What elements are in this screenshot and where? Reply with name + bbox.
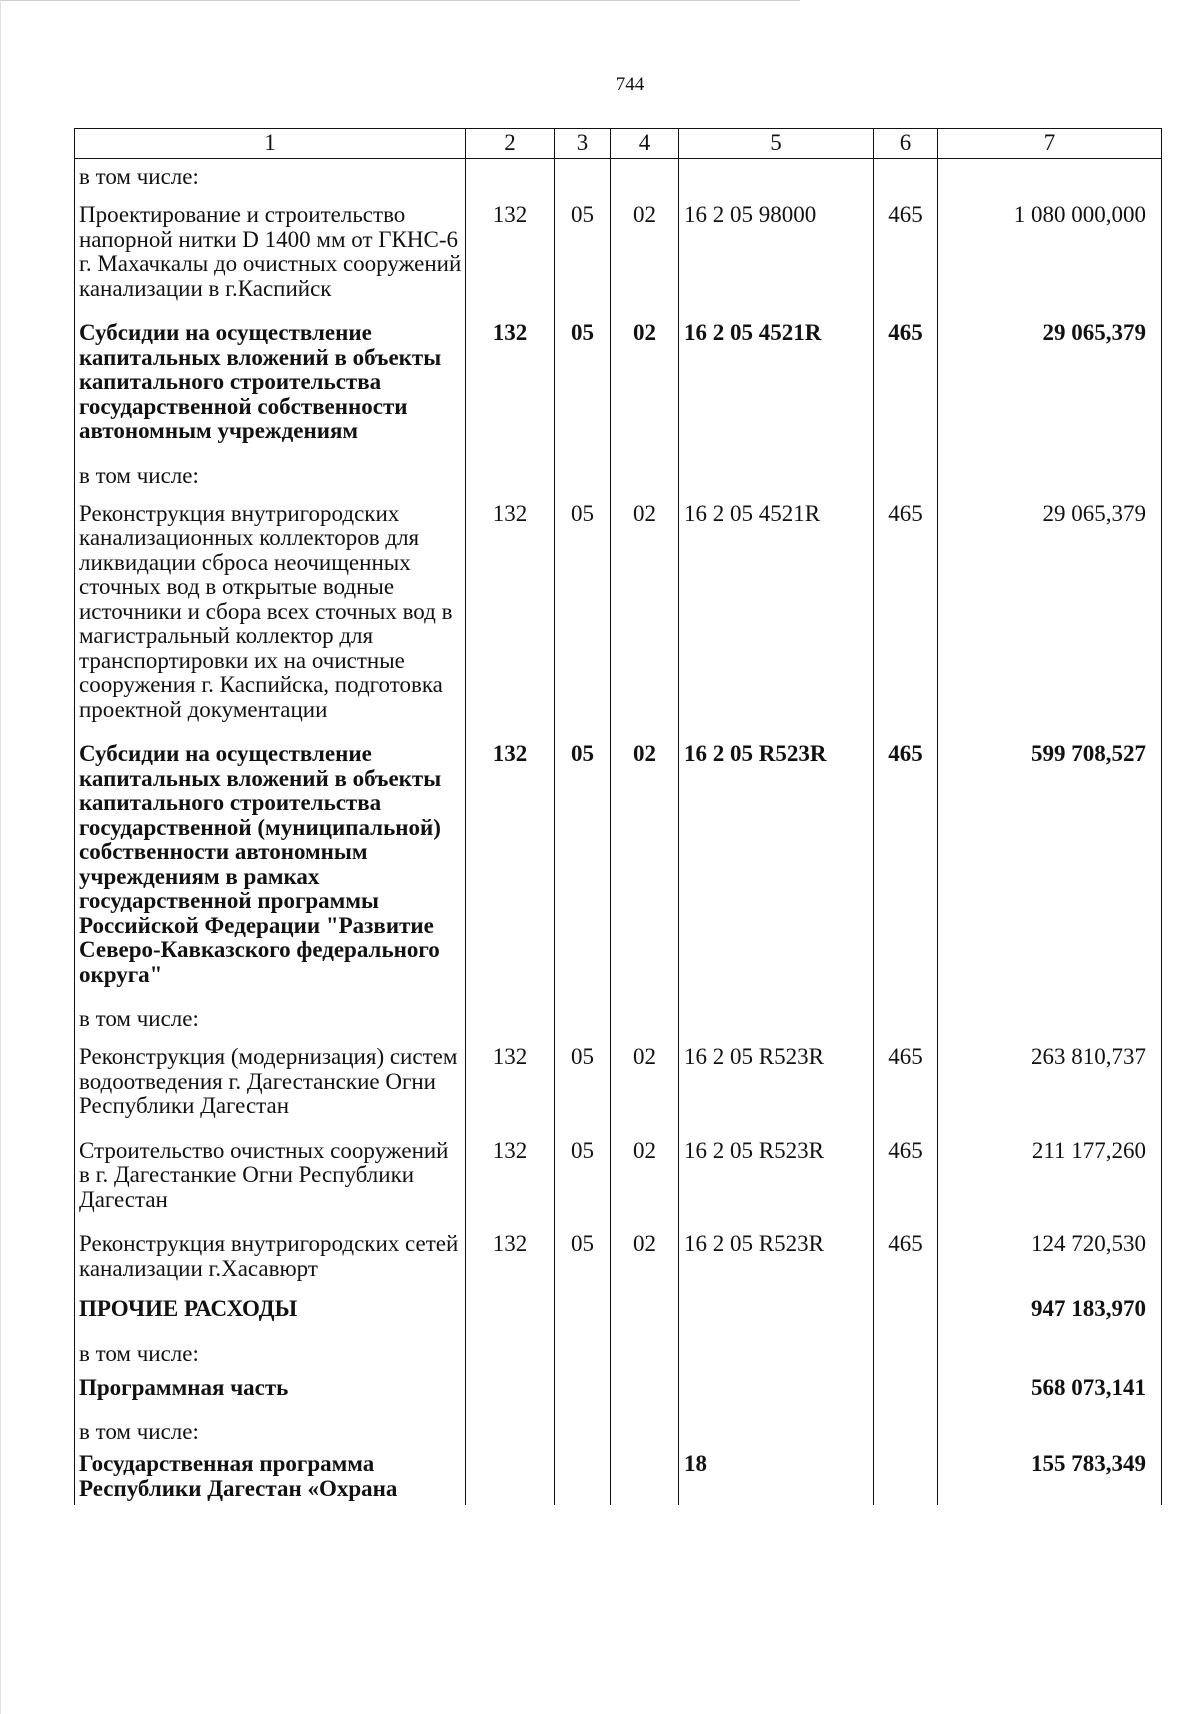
table-row (75, 458, 1162, 496)
row-chapter-code: 132 (466, 1133, 555, 1227)
row-chapter-code (466, 1336, 555, 1374)
scan-left-edge (0, 0, 1, 1714)
table-row (75, 1133, 1162, 1227)
row-name: Государственная программа Республики Дагестан «Охрана (75, 1452, 466, 1505)
column-header-1: 1 (75, 129, 466, 159)
row-chapter-code: 132 (466, 496, 555, 737)
row-subsection-code: 02 (611, 197, 679, 315)
row-chapter-code (466, 458, 555, 496)
row-subsection-code (611, 1295, 679, 1336)
page-number: 744 (615, 74, 645, 95)
row-expense-type: 465 (874, 1039, 938, 1133)
row-section-code (555, 1374, 611, 1415)
row-expense-type (874, 159, 938, 198)
row-name: в том числе: (75, 1414, 466, 1452)
scan-top-edge (0, 0, 800, 1)
row-amount: 568 073,141 (938, 1374, 1162, 1415)
row-section-code (555, 1295, 611, 1336)
row-chapter-code (466, 159, 555, 198)
row-expense-type: 465 (874, 496, 938, 737)
row-expense-type (874, 1001, 938, 1039)
row-expense-type (874, 1452, 938, 1505)
row-section-code (555, 458, 611, 496)
row-expense-type: 465 (874, 315, 938, 458)
row-chapter-code (466, 1295, 555, 1336)
row-target-article: 16 2 05 4521R (679, 496, 874, 737)
row-subsection-code (611, 159, 679, 198)
table-row (75, 315, 1162, 458)
row-section-code: 05 (555, 1226, 611, 1295)
row-name: ПРОЧИЕ РАСХОДЫ (75, 1295, 466, 1336)
row-subsection-code (611, 458, 679, 496)
budget-table (74, 128, 1162, 1505)
table-row (75, 736, 1162, 1001)
row-expense-type (874, 1295, 938, 1336)
row-name: Проектирование и строительство напорной нитки D 1400 мм от ГКНС-6 г. Махачкалы до очистных сооружений канализации в г.Каспийск (75, 197, 466, 315)
table-row (75, 159, 1162, 198)
table-row (75, 1226, 1162, 1295)
row-amount (938, 159, 1162, 198)
row-chapter-code: 132 (466, 197, 555, 315)
row-amount: 263 810,737 (938, 1039, 1162, 1133)
row-target-article (679, 1336, 874, 1374)
row-target-article: 16 2 05 R523R (679, 1226, 874, 1295)
row-target-article (679, 1374, 874, 1415)
row-expense-type (874, 1374, 938, 1415)
column-header-6: 6 (874, 129, 938, 159)
row-section-code: 05 (555, 1133, 611, 1227)
row-name: в том числе: (75, 159, 466, 198)
row-subsection-code: 02 (611, 1226, 679, 1295)
row-chapter-code (466, 1374, 555, 1415)
row-target-article (679, 1295, 874, 1336)
row-name: Реконструкция (модернизация) систем водоотведения г. Дагестанские Огни Республики Дагестан (75, 1039, 466, 1133)
row-name: Субсидии на осуществление капитальных вложений в объекты капитального строительства государственной собственности автономным учреждениям (75, 315, 466, 458)
row-amount: 1 080 000,000 (938, 197, 1162, 315)
row-name: Реконструкция внутригородских канализационных коллекторов для ликвидации сброса неочищенных сточных вод в открытые водные источники и сбора всех сточных вод в магистральный коллектор для транспортировки их на очистные сооружения г. Каспийска, подготовка проектной документации (75, 496, 466, 737)
row-amount: 29 065,379 (938, 315, 1162, 458)
row-target-article: 16 2 05 4521R (679, 315, 874, 458)
table-row (75, 1295, 1162, 1336)
table-row (75, 1414, 1162, 1452)
row-subsection-code: 02 (611, 1133, 679, 1227)
row-target-article: 18 (679, 1452, 874, 1505)
row-expense-type: 465 (874, 736, 938, 1001)
row-expense-type: 465 (874, 1133, 938, 1227)
row-name: в том числе: (75, 1001, 466, 1039)
row-section-code (555, 1336, 611, 1374)
column-header-7: 7 (938, 129, 1162, 159)
row-amount (938, 458, 1162, 496)
row-amount: 947 183,970 (938, 1295, 1162, 1336)
row-name: Строительство очистных сооружений в г. Дагестанкие Огни Республики Дагестан (75, 1133, 466, 1227)
row-amount: 155 783,349 (938, 1452, 1162, 1505)
row-section-code (555, 1414, 611, 1452)
row-target-article: 16 2 05 R523R (679, 736, 874, 1001)
row-chapter-code (466, 1452, 555, 1505)
row-target-article (679, 1001, 874, 1039)
table-row (75, 496, 1162, 737)
column-header-5: 5 (679, 129, 874, 159)
row-amount: 599 708,527 (938, 736, 1162, 1001)
row-target-article: 16 2 05 R523R (679, 1133, 874, 1227)
row-section-code: 05 (555, 197, 611, 315)
row-expense-type (874, 1414, 938, 1452)
row-target-article (679, 458, 874, 496)
row-target-article (679, 1414, 874, 1452)
table-row (75, 1452, 1162, 1505)
row-target-article: 16 2 05 98000 (679, 197, 874, 315)
row-section-code (555, 159, 611, 198)
table-body (75, 159, 1162, 1506)
row-name: в том числе: (75, 1336, 466, 1374)
row-subsection-code: 02 (611, 315, 679, 458)
row-section-code (555, 1452, 611, 1505)
header-row (75, 129, 1162, 159)
column-header-4: 4 (611, 129, 679, 159)
row-subsection-code (611, 1001, 679, 1039)
table-row (75, 1374, 1162, 1415)
row-target-article: 16 2 05 R523R (679, 1039, 874, 1133)
row-expense-type: 465 (874, 197, 938, 315)
row-subsection-code: 02 (611, 496, 679, 737)
row-name: Программная часть (75, 1374, 466, 1415)
table-row (75, 1336, 1162, 1374)
row-chapter-code: 132 (466, 315, 555, 458)
row-subsection-code (611, 1336, 679, 1374)
column-header-2: 2 (466, 129, 555, 159)
row-chapter-code (466, 1001, 555, 1039)
table-row (75, 197, 1162, 315)
row-amount (938, 1414, 1162, 1452)
row-target-article (679, 159, 874, 198)
row-chapter-code: 132 (466, 1039, 555, 1133)
row-expense-type (874, 458, 938, 496)
column-header-3: 3 (555, 129, 611, 159)
row-section-code (555, 1001, 611, 1039)
table-row (75, 1001, 1162, 1039)
row-subsection-code (611, 1414, 679, 1452)
row-name: Субсидии на осуществление капитальных вложений в объекты капитального строительства государственной (муниципальной) собственности автономным учреждениям в рамках государственной программы Российской Федерации "Развитие Северо-Кавказского федерального округа" (75, 736, 466, 1001)
table-row (75, 1039, 1162, 1133)
row-chapter-code (466, 1414, 555, 1452)
row-name: в том числе: (75, 458, 466, 496)
row-name: Реконструкция внутригородских сетей канализации г.Хасавюрт (75, 1226, 466, 1295)
row-amount: 124 720,530 (938, 1226, 1162, 1295)
row-amount (938, 1001, 1162, 1039)
row-subsection-code: 02 (611, 1039, 679, 1133)
row-section-code: 05 (555, 736, 611, 1001)
row-expense-type (874, 1336, 938, 1374)
row-chapter-code: 132 (466, 1226, 555, 1295)
row-amount (938, 1336, 1162, 1374)
row-amount: 29 065,379 (938, 496, 1162, 737)
row-subsection-code (611, 1452, 679, 1505)
row-subsection-code (611, 1374, 679, 1415)
row-amount: 211 177,260 (938, 1133, 1162, 1227)
row-section-code: 05 (555, 315, 611, 458)
row-expense-type: 465 (874, 1226, 938, 1295)
row-section-code: 05 (555, 496, 611, 737)
row-section-code: 05 (555, 1039, 611, 1133)
row-subsection-code: 02 (611, 736, 679, 1001)
row-chapter-code: 132 (466, 736, 555, 1001)
